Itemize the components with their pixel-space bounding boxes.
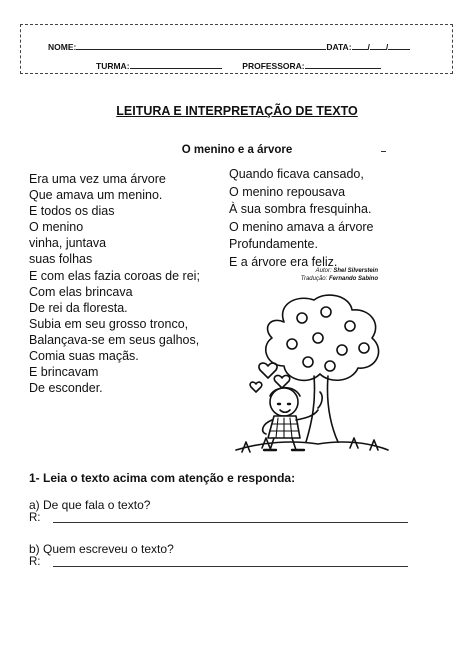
answer-a-line[interactable] [53, 522, 408, 523]
poem-line: E com elas fazia coroas de rei; [29, 268, 200, 283]
poem-line: E todos os dias [29, 204, 115, 219]
professora-label: PROFESSORA: [242, 61, 305, 71]
poem-right-column [229, 166, 374, 271]
poem-credits [258, 267, 378, 283]
poem-line: Profundamente. [229, 237, 318, 251]
poem-line: Quando ficava cansado, [229, 167, 364, 181]
answer-b-label: R: [29, 556, 41, 568]
poem-line: De rei da floresta. [29, 300, 128, 315]
poem-title: O menino e a árvore [181, 144, 293, 156]
answer-a-label: R: [29, 512, 41, 524]
day-field[interactable] [352, 41, 368, 50]
author-name: Shel Silverstein [333, 268, 378, 274]
poem-line: Balançava-se em seus galhos, [29, 332, 200, 347]
poem-line: O menino amava a árvore [229, 219, 374, 234]
questions-heading: 1- Leia o texto acima com atenção e responda: [29, 471, 296, 485]
question-a: a) De que fala o texto? [29, 498, 151, 512]
date-separator: / [385, 42, 389, 52]
translator-label: Tradução: [300, 276, 328, 282]
poem-line: O menino [29, 220, 84, 235]
poem-line: À sua sombra fresquinha. [229, 202, 372, 216]
date-separator: / [367, 42, 370, 52]
poem-line: vinha, juntava [29, 236, 107, 251]
poem-left-column [29, 171, 200, 396]
poem-line: Que amava um menino. [29, 188, 163, 203]
poem-line: De esconder. [29, 381, 103, 396]
year-field[interactable] [385, 41, 410, 52]
page-title: LEITURA E INTERPRETAÇÃO DE TEXTO [116, 104, 358, 118]
nome-field[interactable] [76, 41, 326, 50]
student-info-box [20, 24, 453, 74]
month-field[interactable] [367, 41, 389, 52]
turma-label: TURMA: [96, 61, 130, 71]
turma-field[interactable] [130, 60, 222, 69]
poem-line: Comia suas maçãs. [29, 349, 139, 364]
small-mark [381, 151, 386, 152]
turma-row [96, 60, 381, 71]
author-label: Autor: [315, 268, 332, 274]
answer-b-line[interactable] [53, 566, 408, 567]
data-label: DATA: [326, 42, 352, 52]
poem-line: O menino repousava [229, 184, 346, 199]
question-b: b) Quem escreveu o texto? [29, 542, 174, 556]
nome-row [48, 41, 410, 52]
poem-line: suas folhas [29, 252, 93, 267]
tree-and-boy-illustration [222, 292, 392, 460]
nome-label: NOME: [48, 42, 77, 52]
poem-line: E brincavam [29, 365, 99, 380]
professora-field[interactable] [305, 60, 381, 69]
poem-line: E a árvore era feliz. [229, 254, 338, 269]
translator-name: Fernando Sabino [328, 276, 378, 282]
poem-line: Subia em seu grosso tronco, [29, 316, 189, 331]
poem-line: Era uma vez uma árvore [29, 172, 166, 186]
poem-line: Com elas brincava [29, 284, 133, 299]
